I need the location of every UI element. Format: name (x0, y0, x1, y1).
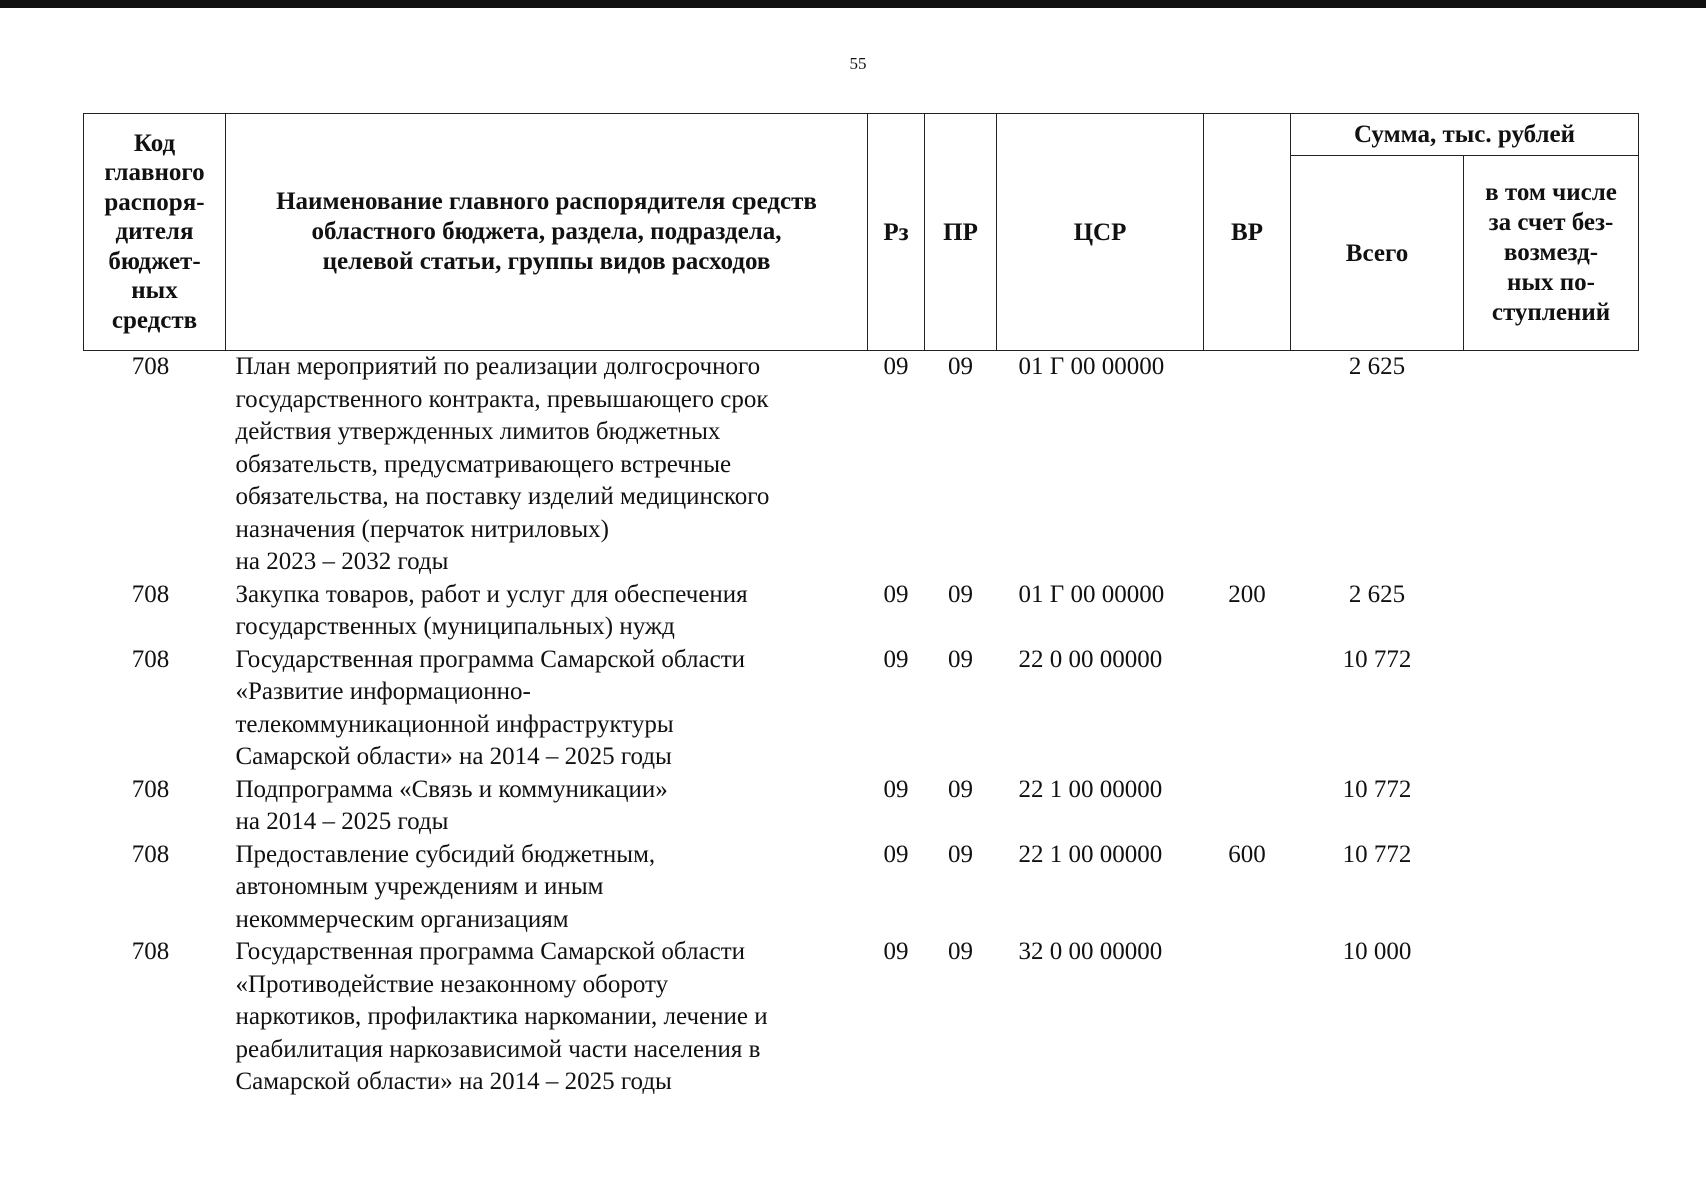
row-csr: 01 Г 00 00000 (1018, 353, 1165, 380)
row-name: Государственная программа Самарской области «Противодействие незаконному обороту наркотиков, профилактика наркомании, лечение и реабилитация наркозависимой части населения в Самарской области» на 2014 – 2025 годы (235, 938, 768, 1095)
row-rz: 09 (883, 645, 909, 673)
header-rz: Рз (868, 114, 925, 351)
row-total: 2 625 (1348, 353, 1406, 380)
table-row (84, 644, 1639, 774)
row-csr: 01 Г 00 00000 (1018, 580, 1165, 608)
row-name: Государственная программа Самарской области «Развитие информационно- телекоммуникационной инфраструктуры Самарской области» на 2014 – 2025 годы (235, 645, 745, 770)
row-rz: 09 (883, 775, 909, 803)
row-rz: 09 (883, 353, 909, 380)
header-code: Код главного распоря- дителя бюджет- ных средств (84, 114, 226, 351)
row-name: Предоставление субсидий бюджетным, автономным учреждениям и иным некоммерческим организациям (235, 840, 656, 933)
row-code: 708 (131, 353, 170, 380)
row-vr: 600 (1228, 840, 1266, 868)
row-free (1464, 936, 1639, 1099)
row-total: 2 625 (1348, 580, 1406, 608)
row-code: 708 (131, 938, 170, 965)
row-csr: 22 0 00 00000 (1018, 645, 1163, 673)
row-code: 708 (131, 775, 170, 803)
table-row (84, 351, 1639, 579)
row-name: Закупка товаров, работ и услуг для обеспечения государственных (муниципальных) нужд (235, 580, 748, 640)
table-row (84, 936, 1639, 1099)
row-free (1464, 644, 1639, 774)
row-total: 10 000 (1342, 938, 1412, 965)
row-rz: 09 (883, 938, 909, 965)
table-row (84, 839, 1639, 937)
row-total: 10 772 (1342, 775, 1412, 803)
row-rz: 09 (883, 580, 909, 608)
table-row (84, 774, 1639, 839)
table-header (84, 114, 1639, 351)
row-pr: 09 (948, 645, 973, 673)
row-vr (1204, 644, 1291, 774)
header-free: в том числе за счет без- возмезд- ных по- ступлений (1464, 156, 1639, 351)
page-number: 55 (849, 54, 867, 73)
row-rz: 09 (883, 840, 909, 868)
row-name: План мероприятий по реализации долгосрочного государственного контракта, превышающего срок действия утвержденных лимитов бюджетных обязательств, предусматривающего встречные обязательства, на поставку изделий медицинского назначения (перчаток нитриловых) на 2023 – 2032 годы (235, 353, 770, 575)
row-free (1464, 579, 1639, 644)
header-csr: ЦСР (997, 114, 1204, 351)
row-csr: 22 1 00 00000 (1018, 840, 1163, 868)
row-pr: 09 (948, 840, 973, 868)
row-name: Подпрограмма «Связь и коммуникации» на 2014 – 2025 годы (235, 775, 668, 835)
row-vr (1204, 774, 1291, 839)
header-pr: ПР (925, 114, 997, 351)
row-pr: 09 (948, 353, 973, 380)
row-pr: 09 (948, 580, 973, 608)
row-vr (1204, 936, 1291, 1099)
row-vr (1204, 351, 1291, 579)
row-csr: 32 0 00 00000 (1018, 938, 1163, 965)
header-total: Всего (1291, 156, 1464, 351)
row-pr: 09 (948, 938, 973, 965)
row-free (1464, 351, 1639, 579)
budget-table (83, 113, 1639, 1099)
header-sum: Сумма, тыс. рублей (1291, 114, 1639, 156)
row-pr: 09 (948, 775, 973, 803)
row-total: 10 772 (1342, 645, 1412, 673)
header-name: Наименование главного распорядителя средств областного бюджета, раздела, подраздела, целевой статьи, группы видов расходов (226, 114, 868, 351)
header-vr: ВР (1204, 114, 1291, 351)
row-code: 708 (131, 645, 170, 673)
row-free (1464, 839, 1639, 937)
row-total: 10 772 (1342, 840, 1412, 868)
top-border-rule (0, 0, 1706, 8)
row-code: 708 (131, 840, 170, 868)
table-row (84, 579, 1639, 644)
row-csr: 22 1 00 00000 (1018, 775, 1163, 803)
row-code: 708 (131, 580, 170, 608)
row-free (1464, 774, 1639, 839)
row-vr: 200 (1228, 580, 1266, 608)
